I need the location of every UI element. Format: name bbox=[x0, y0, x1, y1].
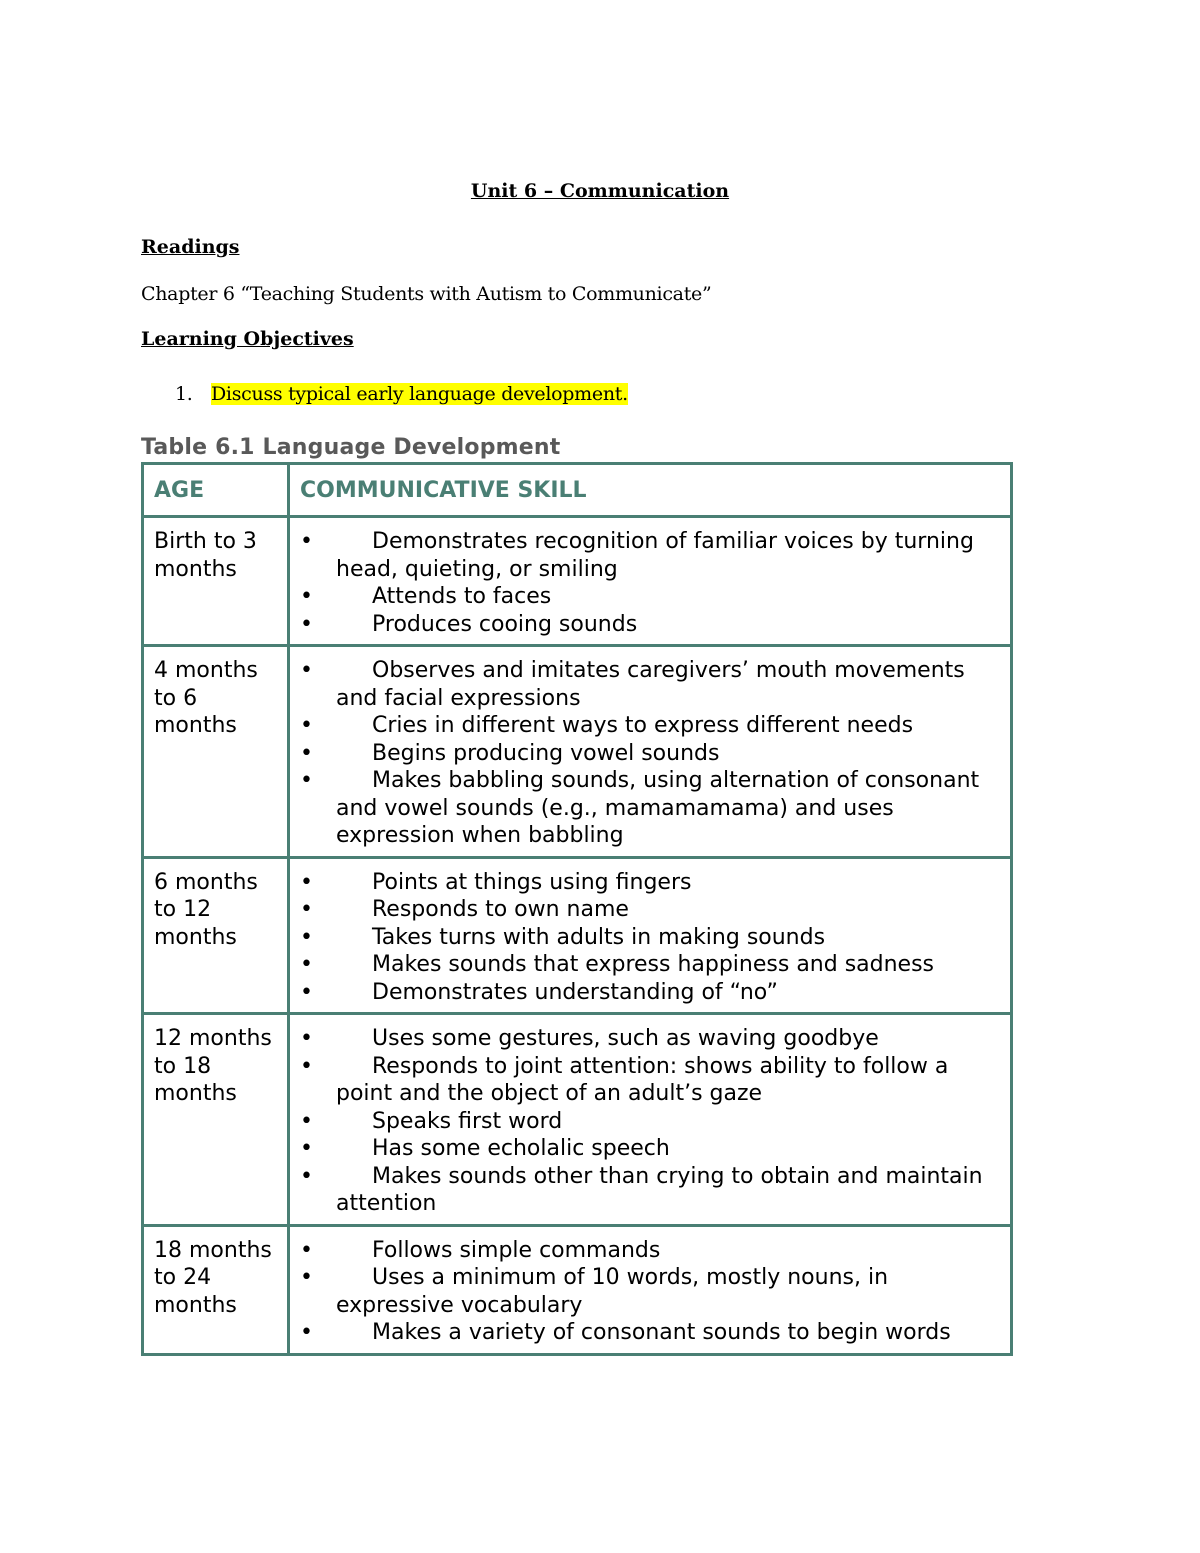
skill-text: Takes turns with adults in making sounds bbox=[372, 924, 826, 950]
skill-item bbox=[300, 1237, 1000, 1265]
language-development-table bbox=[141, 462, 1013, 1356]
skills-list bbox=[300, 869, 1000, 1007]
skills-cell bbox=[289, 1014, 1012, 1226]
skill-text: Demonstrates understanding of “no” bbox=[372, 979, 778, 1005]
age-cell: 6 months to 12 months bbox=[143, 857, 289, 1014]
bullet-icon: • bbox=[300, 897, 313, 922]
objective-number: 1. bbox=[175, 383, 193, 405]
bullet-icon: • bbox=[300, 924, 313, 950]
skill-text: Makes sounds that express happiness and sadness bbox=[372, 952, 935, 977]
bullet-icon: • bbox=[300, 713, 313, 738]
skills-cell bbox=[289, 517, 1012, 646]
bullet-icon: • bbox=[300, 658, 313, 683]
skill-text: Observes and imitates caregivers’ mouth movements and facial expressions bbox=[336, 658, 965, 711]
skill-text: Uses some gestures, such as waving goodbye bbox=[372, 1026, 879, 1051]
skills-cell bbox=[289, 857, 1012, 1014]
skill-item bbox=[300, 767, 1000, 850]
skill-item bbox=[300, 924, 1000, 952]
bullet-icon: • bbox=[300, 1265, 313, 1290]
age-cell: 18 months to 24 months bbox=[143, 1225, 289, 1354]
skill-text: Points at things using fingers bbox=[372, 869, 692, 895]
header-age: AGE bbox=[143, 464, 289, 517]
objective-text: Discuss typical early language development. bbox=[211, 383, 628, 405]
table-row bbox=[143, 1225, 1012, 1354]
skill-item bbox=[300, 1163, 1000, 1218]
skill-text: Demonstrates recognition of familiar voices by turning head, quieting, or smiling bbox=[336, 529, 974, 582]
bullet-icon: • bbox=[300, 1053, 313, 1079]
skill-item bbox=[300, 712, 1000, 740]
learning-objectives-heading: Learning Objectives bbox=[141, 328, 354, 350]
skill-text: Makes babbling sounds, using alternation of consonant and vowel sounds (e.g., mamamamama) and uses expression when babbling bbox=[336, 768, 980, 848]
table-row bbox=[143, 517, 1012, 646]
table-header-row bbox=[143, 464, 1012, 517]
header-communicative-skill: COMMUNICATIVE SKILL bbox=[289, 464, 1012, 517]
skill-item bbox=[300, 611, 1000, 639]
skill-item bbox=[300, 583, 1000, 611]
skill-text: Uses a minimum of 10 words, mostly nouns, in expressive vocabulary bbox=[336, 1265, 889, 1318]
skill-text: Cries in different ways to express different needs bbox=[372, 713, 914, 738]
age-cell: 12 months to 18 months bbox=[143, 1014, 289, 1226]
bullet-icon: • bbox=[300, 979, 313, 1005]
bullet-icon: • bbox=[300, 1026, 313, 1051]
age-cell: 4 months to 6 months bbox=[143, 646, 289, 858]
skill-item bbox=[300, 740, 1000, 768]
bullet-icon: • bbox=[300, 584, 313, 609]
skill-text: Makes sounds other than crying to obtain and maintain attention bbox=[336, 1163, 983, 1216]
bullet-icon: • bbox=[300, 529, 313, 554]
skills-list bbox=[300, 657, 1000, 850]
reading-item: Chapter 6 “Teaching Students with Autism to Communicate” bbox=[141, 283, 712, 305]
table-row bbox=[143, 646, 1012, 858]
bullet-icon: • bbox=[300, 1136, 313, 1161]
bullet-icon: • bbox=[300, 869, 313, 895]
skill-item bbox=[300, 1319, 1000, 1347]
bullet-icon: • bbox=[300, 768, 313, 793]
skill-item bbox=[300, 951, 1000, 979]
page-title: Unit 6 – Communication bbox=[470, 180, 730, 202]
table-row bbox=[143, 1014, 1012, 1226]
skill-text: Has some echolalic speech bbox=[372, 1136, 670, 1161]
skill-item bbox=[300, 1108, 1000, 1136]
bullet-icon: • bbox=[300, 1320, 313, 1345]
objective-list bbox=[175, 383, 628, 405]
bullet-icon: • bbox=[300, 1163, 313, 1189]
skill-item bbox=[300, 869, 1000, 897]
skill-text: Follows simple commands bbox=[372, 1237, 661, 1263]
skill-text: Attends to faces bbox=[372, 584, 552, 609]
skill-item bbox=[300, 1264, 1000, 1319]
skill-text: Speaks first word bbox=[372, 1108, 563, 1134]
skill-item bbox=[300, 528, 1000, 583]
objective-item bbox=[175, 383, 628, 405]
skill-item bbox=[300, 657, 1000, 712]
skill-text: Makes a variety of consonant sounds to begin words bbox=[372, 1320, 951, 1345]
skill-text: Responds to own name bbox=[372, 897, 629, 922]
bullet-icon: • bbox=[300, 1108, 313, 1134]
table-row bbox=[143, 857, 1012, 1014]
skills-list bbox=[300, 1025, 1000, 1218]
bullet-icon: • bbox=[300, 952, 313, 977]
skill-text: Produces cooing sounds bbox=[372, 611, 638, 637]
readings-heading: Readings bbox=[141, 236, 240, 258]
skill-item bbox=[300, 979, 1000, 1007]
skills-list bbox=[300, 1237, 1000, 1347]
bullet-icon: • bbox=[300, 740, 313, 766]
skill-item bbox=[300, 1025, 1000, 1053]
bullet-icon: • bbox=[300, 611, 313, 637]
skills-cell bbox=[289, 646, 1012, 858]
bullet-icon: • bbox=[300, 1237, 313, 1263]
skills-list bbox=[300, 528, 1000, 638]
skill-item bbox=[300, 1053, 1000, 1108]
skill-text: Begins producing vowel sounds bbox=[372, 740, 720, 766]
table-caption: Table 6.1 Language Development bbox=[141, 435, 561, 460]
skills-cell bbox=[289, 1225, 1012, 1354]
age-cell: Birth to 3 months bbox=[143, 517, 289, 646]
skill-item bbox=[300, 896, 1000, 924]
skill-item bbox=[300, 1135, 1000, 1163]
skill-text: Responds to joint attention: shows ability to follow a point and the object of an adult’s gaze bbox=[336, 1053, 949, 1106]
